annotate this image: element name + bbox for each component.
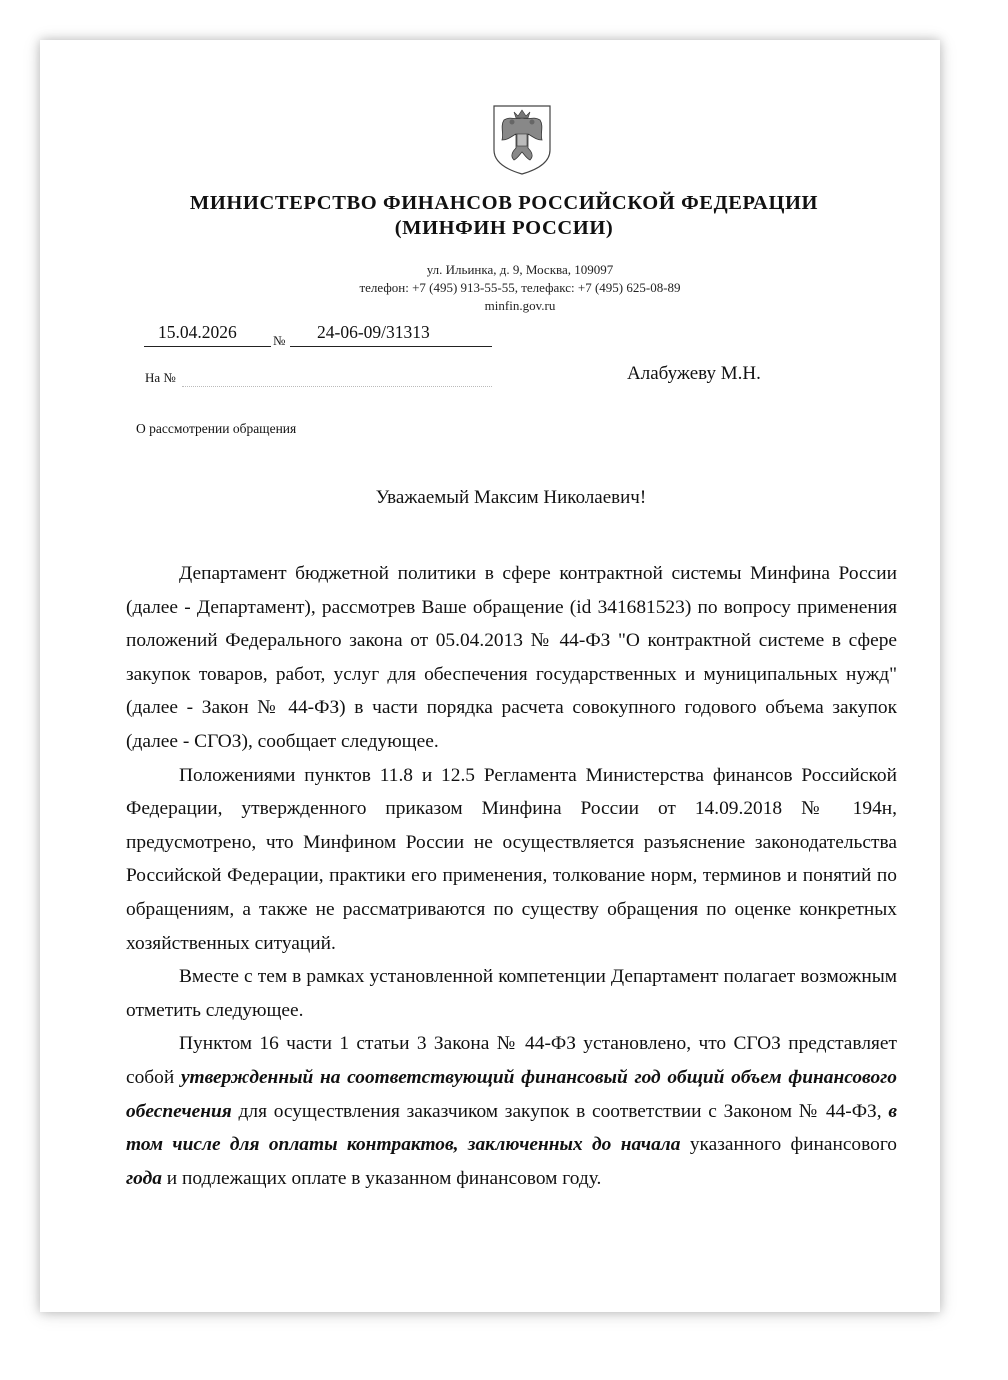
paragraph-2: Положениями пунктов 11.8 и 12.5 Регламента Министерства финансов Российской Федерации, утвержденного приказом Минфина России от 14.09.2018 № 194н, предусмотрено, что Минфином России не осуществляется разъяснение законодательства Российской Федерации, практики его применения, толкование норм, терминов и понятий по обращениям, а также не рассматриваются по существу обращения по оценке конкретных хозяйственных ситуаций. [126,764,897,954]
paragraph-1: Департамент бюджетной политики в сфере контрактной системы Минфина России (далее - Департамент), рассмотрев Ваше обращение (id 341681523) по вопросу применения положений Федерального закона от 05.04.2013 № 44-ФЗ "О контрактной системе в сфере закупок товаров, работ, услуг для обеспечения государственных и муниципальных нужд" (далее - Закон № 44-ФЗ) в части порядка расчета совокупного годового объема закупок (далее - СГОЗ), сообщает следующее. [126,563,897,752]
number-sign: № [273,333,286,348]
reply-to-label: На № [145,370,176,385]
p4-text-4: и подлежащих оплате в указанном финансовом году. [161,1167,602,1189]
ministry-website: minfin.gov.ru [484,298,556,313]
paragraph-3: Вместе с тем в рамках установленной компетенции Департамент полагает возможным отметить следующее. [126,966,897,1021]
p4-emphasis-2: в том числе для оплаты контрактов, заключенных до начала [126,1100,897,1156]
ministry-phones: телефон: +7 (495) 913-55-55, телефакс: +7 (495) 625-08-89 [359,280,681,295]
letter-number: 24-06-09/31313 [317,322,430,342]
coat-of-arms-icon [490,104,554,176]
recipient: Алабужеву М.Н. [627,363,761,384]
number-underline [290,346,492,347]
reply-to-line [182,386,492,387]
ministry-address: ул. Ильинка, д. 9, Москва, 109097 [426,262,614,277]
greeting: Уважаемый Максим Николаевич! [375,487,647,508]
letter-body [126,557,897,1195]
letter-subject: О рассмотрении обращения [136,421,297,436]
p4-emphasis-3: года [126,1167,162,1189]
paragraph-4 [126,1027,897,1195]
date-underline [144,346,271,347]
p4-emphasis-1: утвержденный на соответствующий финансовый год общий объем финансового обеспечения [126,1066,897,1122]
letter-date: 15.04.2026 [158,322,237,342]
p4-text-2: для осуществления заказчиком закупок в соответствии с Законом № 44-ФЗ, [231,1100,889,1122]
p4-text-1: Пунктом 16 части 1 статьи 3 Закона № 44-ФЗ установлено, что СГОЗ представляет собой [126,1033,897,1088]
p4-text-3: указанного финансового [680,1134,898,1156]
ministry-name: МИНИСТЕРСТВО ФИНАНСОВ РОССИЙСКОЙ ФЕДЕРАЦИИ [189,192,819,214]
ministry-short-name: (МИНФИН РОССИИ) [394,217,614,239]
